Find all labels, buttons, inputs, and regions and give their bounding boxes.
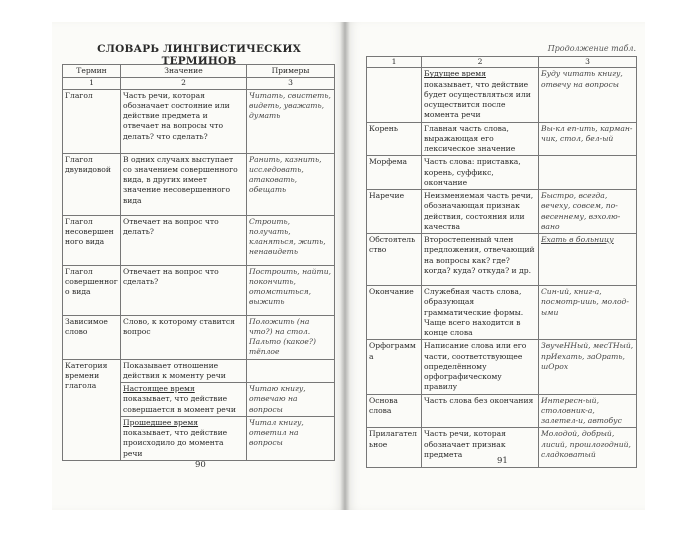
right-page-number: 91: [497, 456, 508, 466]
example-cell: Буду читать книгу, отвечу на вопросы: [539, 68, 637, 122]
past-tense-text: показывает, что действие происходило до момента речи: [123, 428, 228, 458]
column-number-row: [63, 78, 335, 89]
table-row: [367, 340, 637, 394]
table-row: [367, 122, 637, 156]
example-cell: Читать, свистеть, видеть, уважать, думать: [247, 89, 335, 153]
term-cell: [367, 68, 422, 122]
right-terms-table: [366, 56, 637, 468]
term-cell: Орфограмма: [367, 340, 422, 394]
header-row: [63, 65, 335, 78]
table-row: [367, 68, 637, 122]
meaning-cell: Отвечает на вопрос что делать?: [121, 215, 247, 265]
term-cell: Категория времени глагола: [63, 359, 121, 460]
future-tense-label: Будущее время: [424, 69, 486, 79]
term-cell: Обстоятельство: [367, 234, 422, 286]
meaning-cell: Слово, к которому ставится вопрос: [121, 315, 247, 359]
example-cell: [539, 156, 637, 190]
example-cell: Молодой, добрый, лисий, прошлогодний, сладковатый: [539, 428, 637, 468]
example-cell: Строить, получать, кланяться, жить, ненавидеть: [247, 215, 335, 265]
header-examples: Примеры: [247, 65, 335, 78]
table-row: [63, 89, 335, 153]
term-cell: Глагол: [63, 89, 121, 153]
meaning-cell: [422, 68, 539, 122]
example-cell: Положить (на что?) на стол. Пальто (какое?) тёплое: [247, 315, 335, 359]
example-cell: Быстро, всегда, вечеху, совсем, по-весеннему, вэхолю-вано: [539, 190, 637, 234]
term-cell: Глагол двувидовой: [63, 153, 121, 215]
table-row: [367, 394, 637, 428]
meaning-cell: Показывает отношение действия к моменту речи: [121, 359, 247, 383]
meaning-cell: Часть речи, которая обозначает признак предмета: [422, 428, 539, 468]
example-cell: Вы-кл еп-ить, карман-чик, стол, бел-ый: [539, 122, 637, 156]
table-row: [367, 234, 637, 286]
term-cell: Наречие: [367, 190, 422, 234]
header-meaning: Значение: [121, 65, 247, 78]
table-row: [367, 190, 637, 234]
table-row: [63, 153, 335, 215]
continuation-note: Продолжение табл.: [547, 44, 636, 53]
term-cell: Окончание: [367, 286, 422, 340]
term-cell: Основа слова: [367, 394, 422, 428]
meaning-cell: Отвечает на вопрос что сделать?: [121, 265, 247, 315]
example-cell: [247, 359, 335, 383]
example-cell: Читал книгу, ответил на вопросы: [247, 416, 335, 460]
table-row: [63, 215, 335, 265]
dictionary-title: СЛОВАРЬ ЛИНГВИСТИЧЕСКИХ ТЕРМИНОВ: [97, 43, 301, 67]
left-terms-table: [62, 64, 335, 461]
column-number: 3: [247, 78, 335, 89]
column-number-row: [367, 57, 637, 68]
meaning-cell: Часть речи, которая обозначает состояние или действие предмета и отвечает на вопросы что делать? что сделать?: [121, 89, 247, 153]
future-tense-text: показывает, что действие будет осуществляться или осуществится после момента речи: [424, 79, 531, 120]
meaning-cell: Часть слова: приставка, корень, суффикс, окончание: [422, 156, 539, 190]
meaning-cell: [121, 416, 247, 460]
table-row: [367, 156, 637, 190]
header-term: Термин: [63, 65, 121, 78]
meaning-cell: Служебная часть слова, образующая грамматические формы. Чаще всего находится в конце слова: [422, 286, 539, 340]
example-cell: Читаю книгу, отвечаю на вопросы: [247, 383, 335, 417]
term-cell: Прилагательное: [367, 428, 422, 468]
meaning-cell: В одних случаях выступает со значением совершенного вида, в других имеет значение несовершенного вида: [121, 153, 247, 215]
term-cell: Морфема: [367, 156, 422, 190]
meaning-cell: Часть слова без окончания: [422, 394, 539, 428]
meaning-cell: [121, 383, 247, 417]
column-number: 1: [367, 57, 422, 68]
column-number: 1: [63, 78, 121, 89]
meaning-cell: Неизменяемая часть речи, обозначающая признак действия, состояния или качества: [422, 190, 539, 234]
present-tense-label: Настоящее время: [123, 384, 195, 393]
book-spine: [340, 22, 350, 510]
column-number: 2: [422, 57, 539, 68]
example-cell: Построить, найти, покончить, отомститься, выжить: [247, 265, 335, 315]
term-cell: Корень: [367, 122, 422, 156]
example-cell: ЗвучеННый, месТНый, прИехать, заОрать, шОрох: [539, 340, 637, 394]
term-cell: Глагол несовершенного вида: [63, 215, 121, 265]
column-number: 2: [121, 78, 247, 89]
example-cell: Ехать в больницу: [539, 234, 637, 286]
meaning-cell: Главная часть слова, выражающая его лексическое значение: [422, 122, 539, 156]
term-cell: Глагол совершенного вида: [63, 265, 121, 315]
left-page-number: 90: [195, 460, 206, 470]
example-cell: Ранить, казнить, исследовать, атаковать, обещать: [247, 153, 335, 215]
table-row: [367, 286, 637, 340]
meaning-cell: Написание слова или его части, соответствующее определённому орфографическому правилу: [422, 340, 539, 394]
meaning-cell: Второстепенный член предложения, отвечающий на вопросы как? где? когда? куда? откуда? и др.: [422, 234, 539, 286]
term-cell: Зависимое слово: [63, 315, 121, 359]
table-row: [63, 315, 335, 359]
table-row: [63, 359, 335, 383]
example-cell: Син-ий, книг-а, посмотр-ишь, молод-ыми: [539, 286, 637, 340]
past-tense-label: Прошедшее время: [123, 417, 199, 427]
table-row: [63, 265, 335, 315]
example-cell: Интересн-ый, столовник-а, залетел-и, автобус: [539, 394, 637, 428]
column-number: 3: [539, 57, 637, 68]
present-tense-text: показывает, что действие совершается в момент речи: [123, 394, 236, 414]
